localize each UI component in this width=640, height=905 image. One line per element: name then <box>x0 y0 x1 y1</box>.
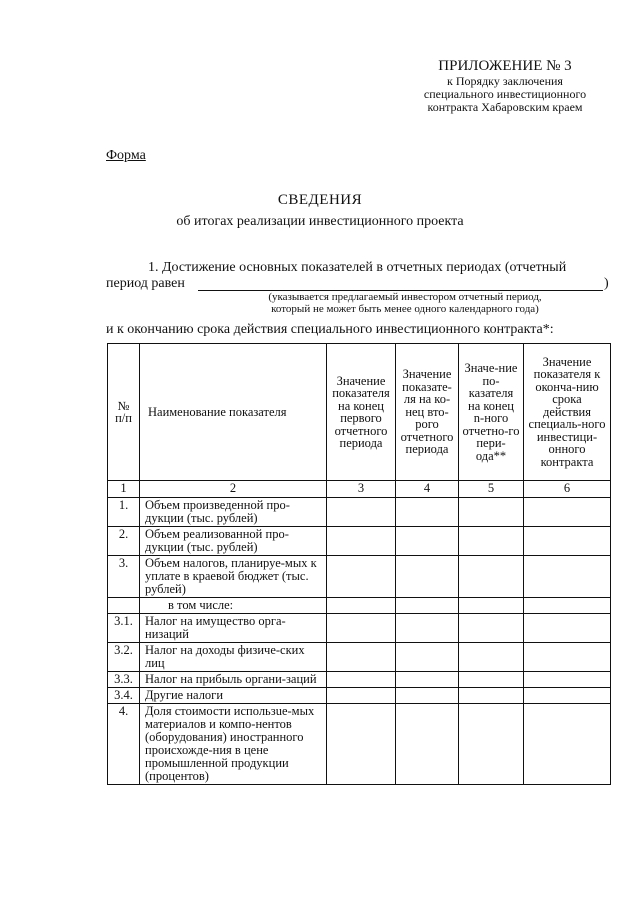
value-cell[interactable] <box>524 556 611 598</box>
value-cell[interactable] <box>327 556 396 598</box>
value-cell[interactable] <box>396 672 459 688</box>
value-cell[interactable] <box>327 598 396 614</box>
row-number: 2. <box>108 527 140 556</box>
table-row <box>108 556 611 598</box>
row-number: 1. <box>108 498 140 527</box>
indicator-name: Объем реализованной про-дукции (тыс. рублей) <box>140 527 327 556</box>
value-cell[interactable] <box>396 704 459 785</box>
table-row <box>108 598 611 614</box>
section1-line2: период равен <box>106 276 185 291</box>
period-hint-line2: который не может быть менее одного календарного года) <box>271 303 539 315</box>
appendix-ref-line3: контракта Хабаровским краем <box>427 100 583 114</box>
indicator-name: Доля стоимости использue-мых материалов и компо-нентов (оборудования) иностранного происхожде-ния в цене промышленной продукции (процентов) <box>140 704 327 785</box>
value-cell[interactable] <box>396 598 459 614</box>
header-indicator-name: Наименование показателя <box>140 344 327 481</box>
value-cell[interactable] <box>396 527 459 556</box>
value-cell[interactable] <box>524 598 611 614</box>
value-cell[interactable] <box>524 498 611 527</box>
form-label: Форма <box>106 148 146 163</box>
table-row <box>108 672 611 688</box>
value-cell[interactable] <box>459 556 524 598</box>
header-first-period: Значение показателя на конец первого отчетного периода <box>327 344 396 481</box>
value-cell[interactable] <box>327 498 396 527</box>
value-cell[interactable] <box>327 704 396 785</box>
value-cell[interactable] <box>459 688 524 704</box>
indicator-name: Объем произведенной про-дукции (тыс. рублей) <box>140 498 327 527</box>
appendix-title: ПРИЛОЖЕНИЕ № 3 <box>438 58 572 74</box>
document-subtitle: об итогах реализации инвестиционного проекта <box>176 214 464 229</box>
value-cell[interactable] <box>459 614 524 643</box>
column-number: 2 <box>140 481 327 498</box>
value-cell[interactable] <box>524 672 611 688</box>
indicator-subheading: в том числе: <box>140 598 327 614</box>
row-number: 3.3. <box>108 672 140 688</box>
column-number: 4 <box>396 481 459 498</box>
header-contract-end: Значение показателя к оконча-нию срока действия специаль-ного инвестици-онного контракта <box>524 344 611 481</box>
value-cell[interactable] <box>327 688 396 704</box>
table-row <box>108 527 611 556</box>
value-cell[interactable] <box>459 598 524 614</box>
period-hint <box>220 291 590 315</box>
row-number: 3. <box>108 556 140 598</box>
row-number: 4. <box>108 704 140 785</box>
value-cell[interactable] <box>327 614 396 643</box>
table-row <box>108 643 611 672</box>
appendix-ref-line1: к Порядку заключения <box>447 74 563 88</box>
value-cell[interactable] <box>396 643 459 672</box>
value-cell[interactable] <box>396 688 459 704</box>
header-nth-period: Значе-ние по-казателя на конец n-ного отчетно-го пери-ода** <box>459 344 524 481</box>
header-num: № п/п <box>108 344 140 481</box>
value-cell[interactable] <box>459 498 524 527</box>
value-cell[interactable] <box>524 614 611 643</box>
row-number: 3.2. <box>108 643 140 672</box>
table-row <box>108 688 611 704</box>
value-cell[interactable] <box>459 704 524 785</box>
row-number: 3.1. <box>108 614 140 643</box>
indicator-name: Налог на доходы физиче-ских лиц <box>140 643 327 672</box>
value-cell[interactable] <box>459 643 524 672</box>
indicators-table <box>107 343 611 785</box>
table-row <box>108 614 611 643</box>
indicator-name: Объем налогов, планируе-мых к уплате в краевой бюджет (тыс. рублей) <box>140 556 327 598</box>
appendix-header <box>400 58 610 114</box>
indicator-name: Другие налоги <box>140 688 327 704</box>
table-row <box>108 704 611 785</box>
value-cell[interactable] <box>327 643 396 672</box>
column-number: 6 <box>524 481 611 498</box>
appendix-ref-line2: специального инвестиционного <box>423 87 587 101</box>
value-cell[interactable] <box>396 556 459 598</box>
value-cell[interactable] <box>327 527 396 556</box>
value-cell[interactable] <box>459 672 524 688</box>
column-number: 3 <box>327 481 396 498</box>
table-row <box>108 498 611 527</box>
period-hint-line1: (указывается предлагаемый инвестором отчетный период, <box>268 291 542 303</box>
value-cell[interactable] <box>396 614 459 643</box>
value-cell[interactable] <box>327 672 396 688</box>
value-cell[interactable] <box>459 527 524 556</box>
column-numbers-row <box>108 481 611 498</box>
value-cell[interactable] <box>524 688 611 704</box>
section1-line3: и к окончанию срока действия специального инвестиционного контракта*: <box>106 322 554 337</box>
column-number: 5 <box>459 481 524 498</box>
indicator-name: Налог на имущество орга-низаций <box>140 614 327 643</box>
row-number: 3.4. <box>108 688 140 704</box>
indicator-name: Налог на прибыль органи-заций <box>140 672 327 688</box>
section1-line1: 1. Достижение основных показателей в отчетных периодах (отчетный <box>148 260 567 275</box>
value-cell[interactable] <box>524 527 611 556</box>
value-cell[interactable] <box>396 498 459 527</box>
value-cell[interactable] <box>524 704 611 785</box>
header-second-period: Значение показате-ля на ко-нец вто-рого отчетного периода <box>396 344 459 481</box>
value-cell[interactable] <box>524 643 611 672</box>
row-number <box>108 598 140 614</box>
column-number: 1 <box>108 481 140 498</box>
document-title: СВЕДЕНИЯ <box>277 192 363 208</box>
table-header-row <box>108 344 611 481</box>
section1-close-paren: ) <box>604 276 609 291</box>
